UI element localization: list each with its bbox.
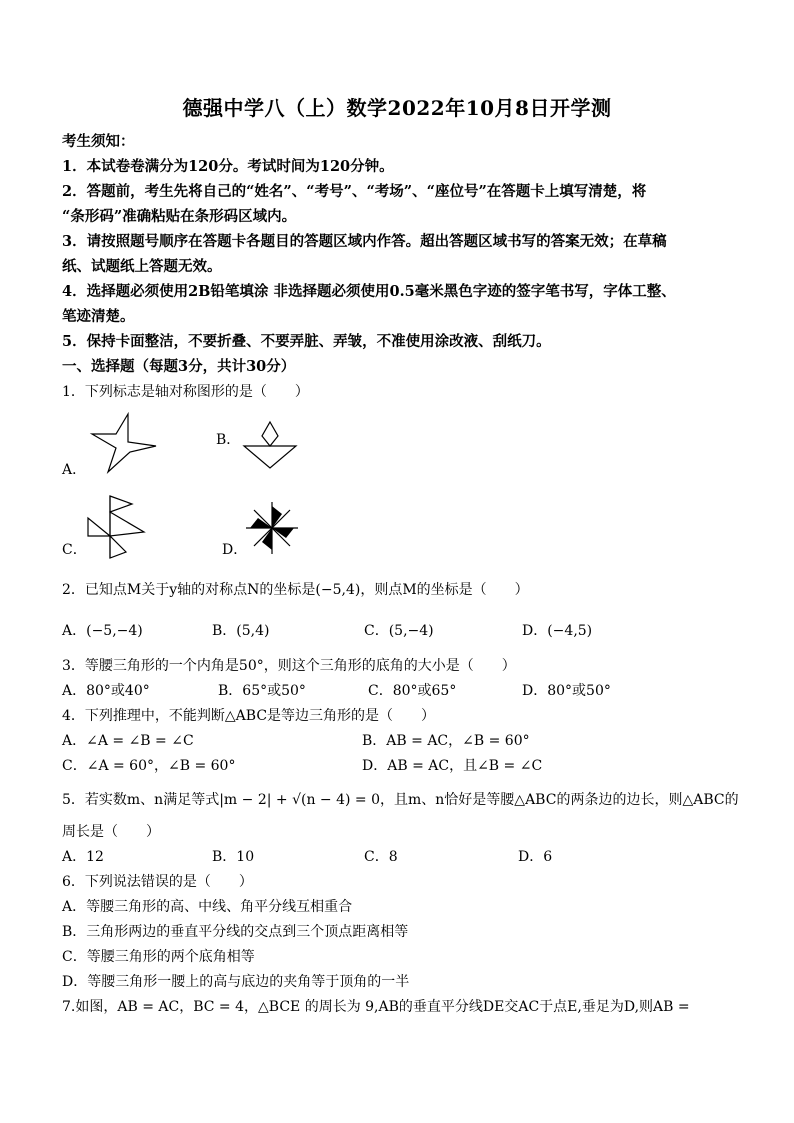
notice-item: 4．选择题必须使用2B铅笔填涂 非选择题必须使用0.5毫米黑色字迹的签字笔书写，字体工整、 [62,283,676,300]
q5-option-d: D．6 [518,849,553,865]
notice-item: 笔迹清楚。 [62,308,135,325]
question-5-stem-continued: 周长是（ ） [62,824,160,840]
q6-option-d: D．等腰三角形一腰上的高与底边的夹角等于顶角的一半 [62,974,410,990]
question-7-stem: 7.如图，AB = AC，BC = 4，△BCE 的周长为 9,AB的垂直平分线DE交AC于点E,垂足为D,则AB = [62,999,690,1015]
notice-heading: 考生须知： [62,133,135,150]
q1-option-d-label: D． [222,542,248,558]
q6-option-b: B．三角形两边的垂直平分线的交点到三个顶点距离相等 [62,924,409,940]
notice-item: 5．保持卡面整洁，不要折叠、不要弄脏、弄皱，不准使用涂改液、刮纸刀。 [62,333,551,350]
q5-option-b: B．10 [212,849,255,865]
pinwheel-icon [244,500,300,556]
question-3-stem: 3．等腰三角形的一个内角是50°，则这个三角形的底角的大小是（ ） [62,658,516,674]
zigzag-triangles-icon [86,494,152,560]
q3-option-d: D．80°或50° [522,683,611,699]
question-6-stem: 6．下列说法错误的是（ ） [62,874,253,890]
q3-option-c: C．80°或65° [368,683,457,699]
q4-option-a: A．∠A = ∠B = ∠C [62,733,194,749]
diamond-over-triangle-icon [240,420,300,470]
q3-option-b: B．65°或50° [218,683,306,699]
q2-option-a: A．(−5,−4) [62,623,143,639]
q1-option-c-label: C． [62,542,87,558]
q1-option-b-label: B． [216,432,241,448]
q2-option-d: D．(−4,5) [522,623,593,639]
notice-item: 纸、试题纸上答题无效。 [62,258,222,275]
notice-item: 1．本试卷卷满分为120分。考试时间为120分钟。 [62,158,394,175]
q6-option-c: C．等腰三角形的两个底角相等 [62,949,255,965]
q5-option-a: A．12 [62,849,104,865]
question-5-stem: 5．若实数m、n满足等式|m − 2| + √(n − 4) = 0，且m、n恰好是等腰△ABC的两条边的边长，则△ABC的 [62,792,739,808]
notice-item: “条形码”准确粘贴在条形码区域内。 [62,208,297,225]
q3-option-a: A．80°或40° [62,683,150,699]
question-1-stem: 1．下列标志是轴对称图形的是（ ） [62,384,309,400]
section-heading: 一、选择题（每题3分，共计30分） [62,358,296,375]
q1-option-a-label: A． [62,462,87,478]
page-title: 德强中学八（上）数学2022年10月8日开学测 [182,96,612,120]
q2-option-c: C．(5,−4) [364,623,434,639]
q4-option-c: C．∠A = 60°，∠B = 60° [62,758,236,774]
q6-option-a: A．等腰三角形的高、中线、角平分线互相重合 [62,899,353,915]
notice-item: 3．请按照题号顺序在答题卡各题目的答题区域内作答。超出答题区域书写的答案无效；在草稿 [62,233,667,250]
q4-option-d: D．AB = AC，且∠B = ∠C [362,758,543,774]
question-2-stem: 2．已知点M关于y轴的对称点N的坐标是(−5,4)，则点M的坐标是（ ） [62,582,529,598]
q4-option-b: B．AB = AC，∠B = 60° [362,733,530,749]
q2-option-b: B．(5,4) [212,623,270,639]
shuriken-icon [86,412,162,476]
question-4-stem: 4．下列推理中，不能判断△ABC是等边三角形的是（ ） [62,708,436,724]
q5-option-c: C．8 [364,849,398,865]
notice-item: 2．答题前，考生先将自己的“姓名”、“考号”、“考场”、“座位号”在答题卡上填写清楚，将 [62,183,647,200]
